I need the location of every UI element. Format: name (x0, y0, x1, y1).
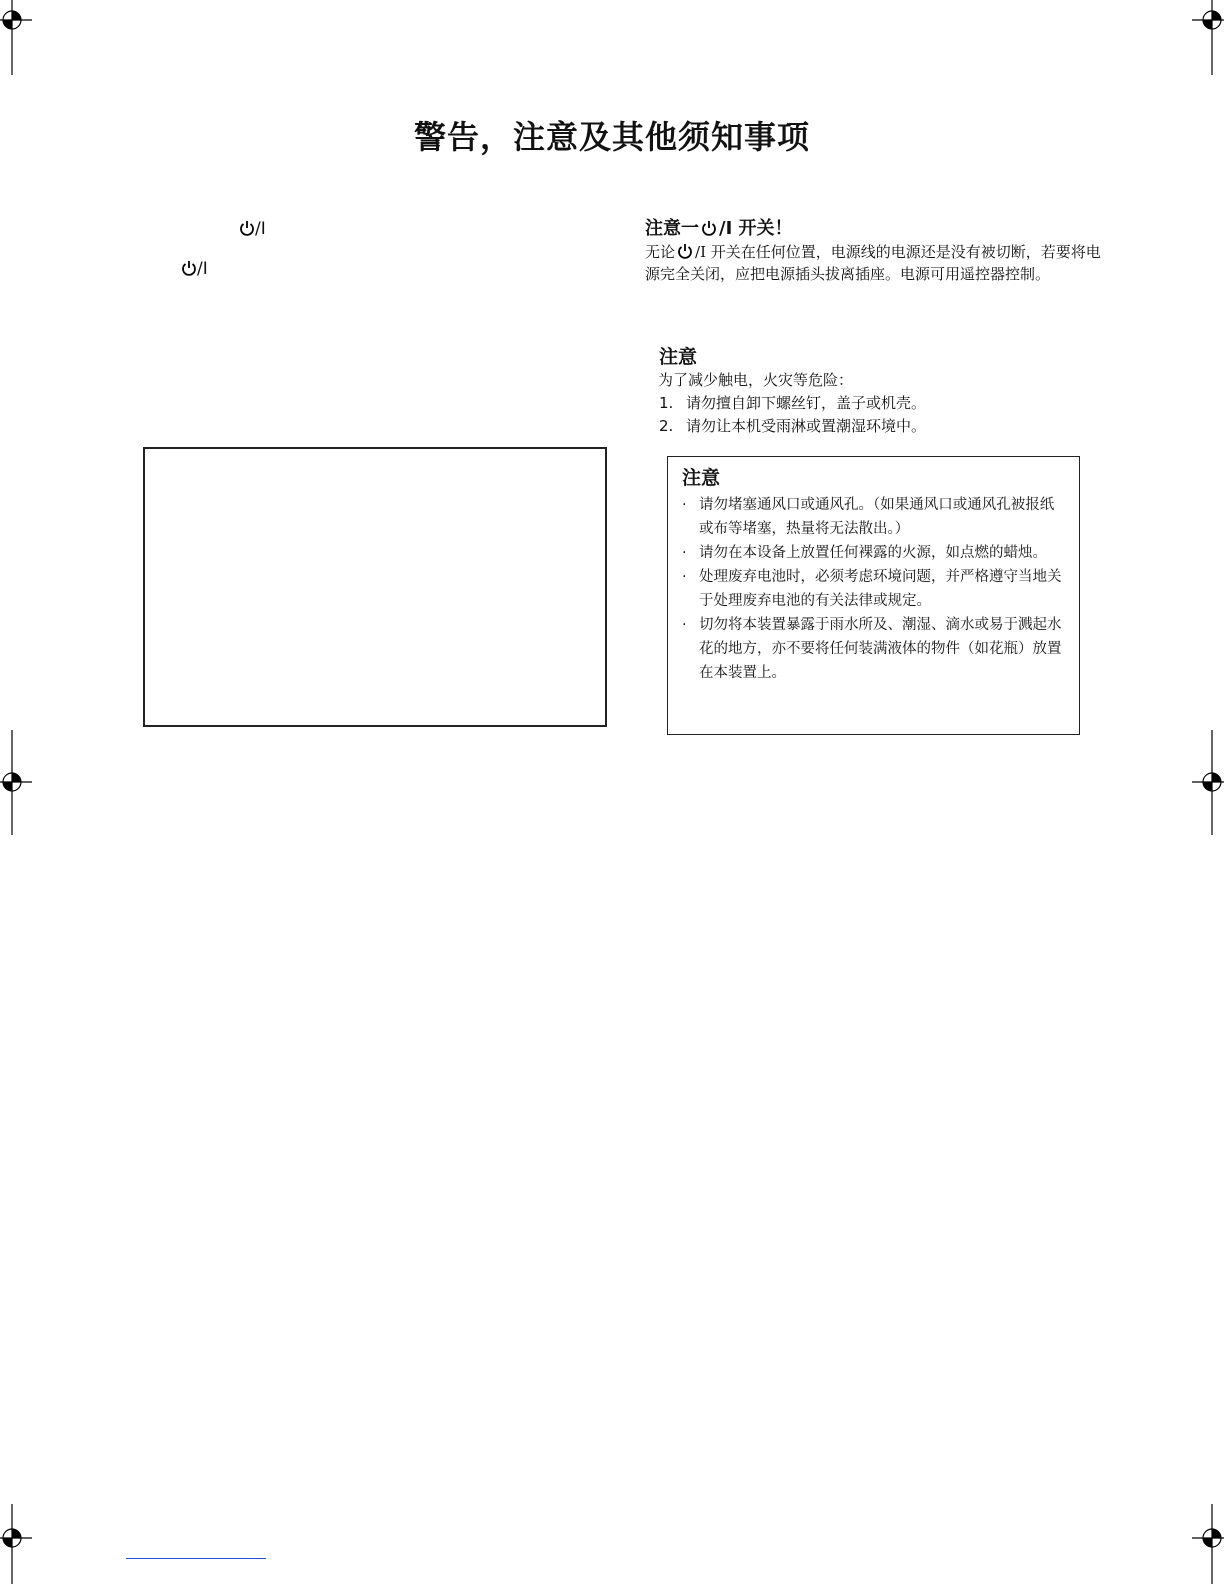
item-number: 2. (659, 417, 674, 435)
registration-mark-top-right (1184, 0, 1224, 80)
bullet: · (682, 617, 687, 633)
bullet: · (682, 569, 687, 585)
power-standby-icon (701, 220, 717, 236)
registration-mark-top-left (0, 0, 40, 80)
notice-item (682, 565, 1065, 613)
notice-item (682, 541, 1065, 565)
caution-notice-box (667, 456, 1080, 735)
caution-electric-heading: 注意 (659, 346, 698, 368)
registration-mark-mid-left (0, 730, 40, 835)
item-number: 1. (659, 394, 674, 412)
notice-item-text: 处理废弃电池时，必须考虑环境问题，并严格遵守当地关于处理废弃电池的有关法律或规定。 (699, 569, 1062, 609)
registration-mark-bottom-right (1184, 1504, 1224, 1584)
notice-item (682, 493, 1065, 541)
power-symbol-label (181, 259, 208, 279)
caution-switch-body-text: /I 开关在任何位置，电源线的电源还是没有被切断，若要将电源完全关闭，应把电源插头拔离插座。电源可用遥控器控制。 (645, 243, 1101, 283)
bullet: · (682, 545, 687, 561)
power-standby-icon (677, 243, 693, 259)
caution-electric-intro: 为了减少触电，火灾等危险： (658, 371, 854, 389)
power-standby-icon (181, 260, 197, 276)
registration-mark-bottom-left (0, 1504, 40, 1584)
registration-mark-mid-right (1184, 730, 1224, 835)
caution-switch-heading-prefix: 注意一 (645, 218, 699, 239)
notice-item-text: 切勿将本装置暴露于雨水所及、潮湿、滴水或易于溅起水花的地方，亦不要将任何装满液体的物件（如花瓶）放置在本装置上。 (699, 617, 1062, 681)
item-text: 请勿擅自卸下螺丝钉，盖子或机壳。 (686, 394, 927, 412)
caution-electric-item (659, 392, 1099, 415)
caution-power-switch-section (645, 218, 1105, 285)
caution-switch-heading-suffix: /I 开关！ (719, 218, 793, 239)
caution-electric-shock-section (659, 345, 1099, 438)
power-symbol-label (239, 219, 266, 239)
caution-switch-body (645, 241, 1105, 285)
caution-switch-heading (645, 218, 1105, 240)
power-symbol-text: /I (197, 259, 208, 279)
caution-electric-item (659, 415, 1099, 438)
item-text: 请勿让本机受雨淋或置潮湿环境中。 (686, 417, 927, 435)
notice-list (682, 493, 1065, 685)
notice-item (682, 613, 1065, 685)
footer-rule (126, 1558, 266, 1559)
notice-item-text: 请勿堵塞通风口或通风孔。（如果通风口或通风孔被报纸或布等堵塞，热量将无法散出。） (699, 497, 1055, 537)
notice-item-text: 请勿在本设备上放置任何裸露的火源，如点燃的蜡烛。 (699, 545, 1047, 561)
power-standby-icon (239, 220, 255, 236)
caution-switch-body-prefix: 无论 (645, 243, 676, 261)
empty-notice-frame (143, 447, 607, 727)
notice-heading: 注意 (682, 467, 721, 489)
page-title: 警告，注意及其他须知事项 (413, 118, 810, 156)
power-symbol-text: /I (255, 219, 266, 239)
bullet: · (682, 497, 687, 513)
